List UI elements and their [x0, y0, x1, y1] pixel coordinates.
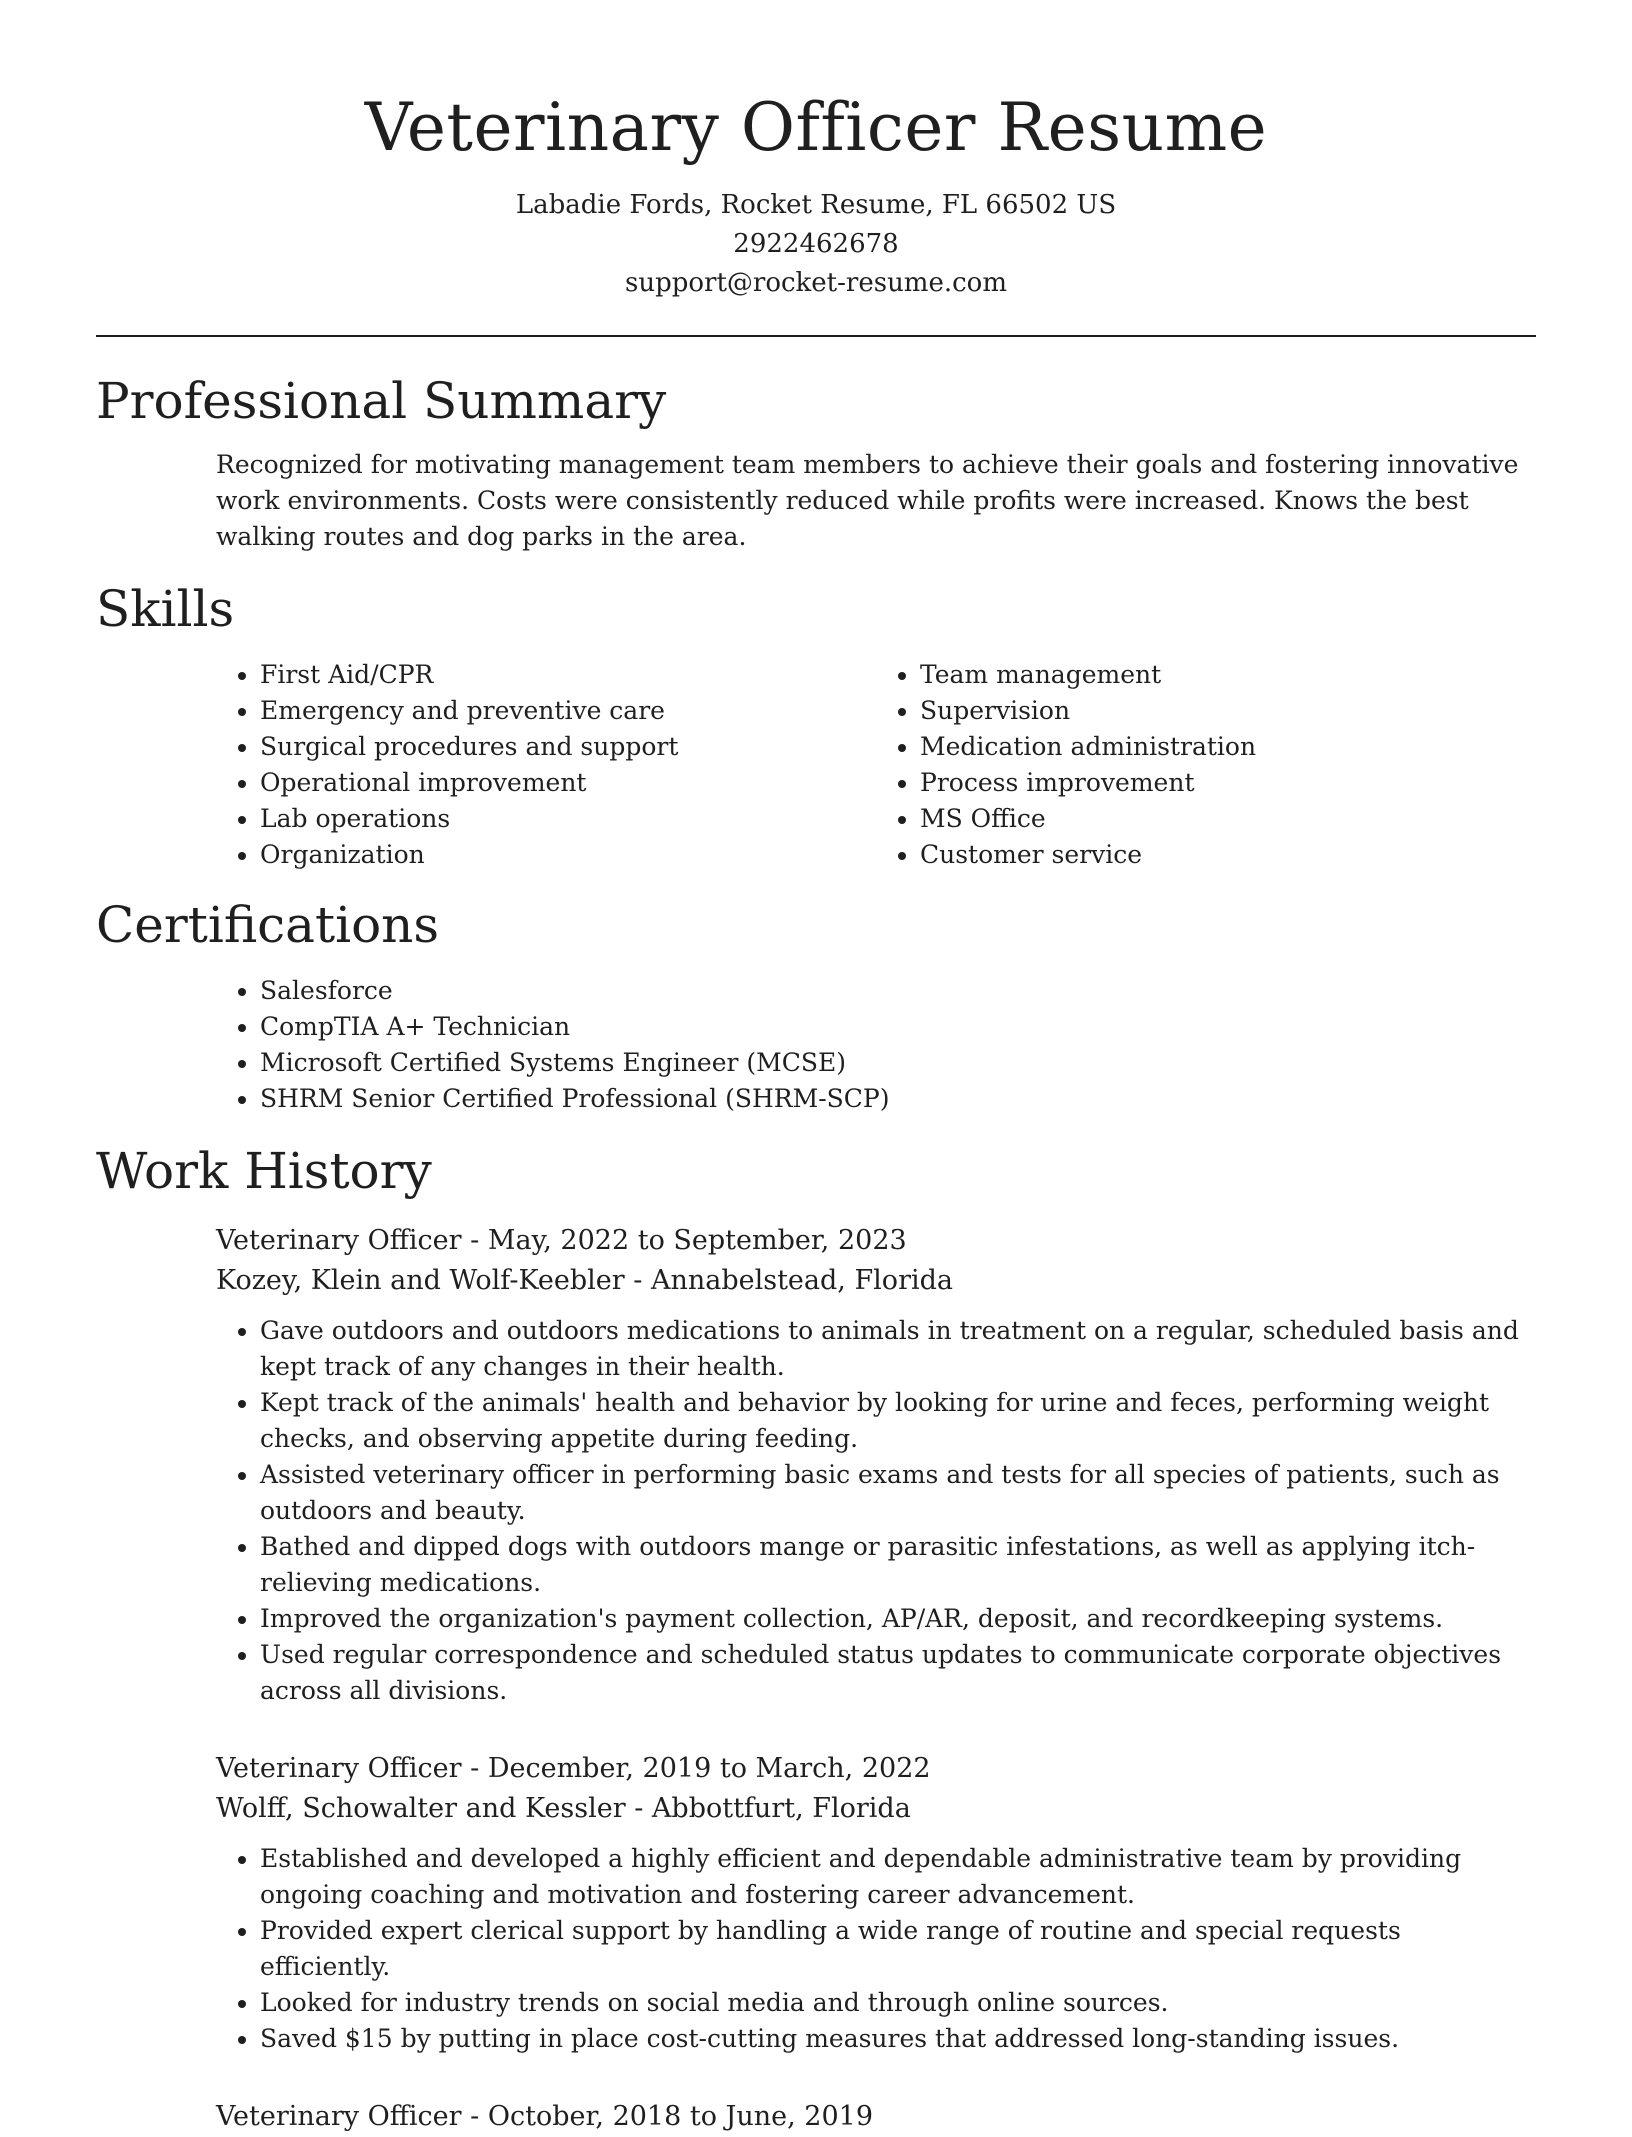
certifications-list: [216, 973, 1536, 1117]
job-bullet: • Provided expert clerical support by handling a wide range of routine and special requests efficiently.: [260, 1913, 1536, 1985]
summary-heading: Professional Summary: [96, 372, 667, 430]
job-bullet: • Kept track of the animals' health and behavior by looking for urine and feces, performing weight checks, and observing appetite during feeding.: [260, 1385, 1536, 1457]
job-bullet: • Saved $15 by putting in place cost-cutting measures that addressed long-standing issues.: [260, 2021, 1536, 2057]
skill-item: • Process improvement: [920, 765, 1536, 801]
certification-item: • Salesforce: [260, 973, 1536, 1009]
job-title-line: Veterinary Officer - December, 2019 to March, 2022: [216, 1753, 931, 1784]
certification-item: • Microsoft Certified Systems Engineer (MCSE): [260, 1045, 1536, 1081]
job-company-line: Kozey, Klein and Wolf-Keebler - Annabelstead, Florida: [216, 1265, 953, 1296]
skill-item: • Supervision: [920, 693, 1536, 729]
job-bullets: [216, 1313, 1536, 1709]
job-entry: [216, 1221, 1536, 1709]
job-bullet: • Established and developed a highly efficient and dependable administrative team by providing ongoing coaching and motivation and fostering career advancement.: [260, 1841, 1536, 1913]
job-entry: [216, 2097, 1536, 2137]
job-bullet: • Improved the organization's payment collection, AP/AR, deposit, and recordkeeping systems.: [260, 1601, 1536, 1637]
skills-list: [216, 657, 1536, 873]
job-bullet: • Gave outdoors and outdoors medications to animals in treatment on a regular, scheduled basis and kept track of any changes in their health.: [260, 1313, 1536, 1385]
resume-title: Veterinary Officer Resume: [364, 89, 1268, 166]
contact-address: Labadie Fords, Rocket Resume, FL 66502 US: [515, 190, 1117, 220]
skill-item: • Lab operations: [260, 801, 876, 837]
skill-item: • Emergency and preventive care: [260, 693, 876, 729]
skills-column-left: [216, 657, 876, 873]
job-title-line: Veterinary Officer - May, 2022 to September, 2023: [216, 1225, 907, 1256]
job-bullets: [216, 1841, 1536, 2057]
skill-item: • Medication administration: [920, 729, 1536, 765]
job-bullet: • Looked for industry trends on social media and through online sources.: [260, 1985, 1536, 2021]
job-bullet: • Bathed and dipped dogs with outdoors mange or parasitic infestations, as well as applying itch-relieving medications.: [260, 1529, 1536, 1601]
header-divider: [96, 335, 1536, 337]
skill-item: • First Aid/CPR: [260, 657, 876, 693]
certification-item: • SHRM Senior Certified Professional (SHRM-SCP): [260, 1081, 1536, 1117]
skill-item: • Operational improvement: [260, 765, 876, 801]
skill-item: • Surgical procedures and support: [260, 729, 876, 765]
summary-text: Recognized for motivating management team members to achieve their goals and fostering innovative work environments. Costs were consistently reduced while profits were increased. Knows the best walking routes and dog parks in the area.: [216, 450, 1519, 551]
contact-email: support@rocket-resume.com: [624, 268, 1007, 298]
job-entry: [216, 1749, 1536, 2057]
contact-phone: 2922462678: [733, 229, 899, 259]
skill-item: • Team management: [920, 657, 1536, 693]
job-title-line: Veterinary Officer - October, 2018 to June, 2019: [216, 2101, 874, 2132]
skills-heading: Skills: [96, 580, 235, 638]
job-bullet: • Used regular correspondence and scheduled status updates to communicate corporate objectives across all divisions.: [260, 1637, 1536, 1709]
certification-item: • CompTIA A+ Technician: [260, 1009, 1536, 1045]
certifications-heading: Certifications: [96, 896, 440, 954]
skill-item: • Organization: [260, 837, 876, 873]
job-bullet: • Assisted veterinary officer in performing basic exams and tests for all species of patients, such as outdoors and beauty.: [260, 1457, 1536, 1529]
job-company-line: Wolff, Schowalter and Kessler - Abbottfurt, Florida: [216, 1793, 911, 1824]
skills-column-right: [876, 657, 1536, 873]
contact-block: [96, 186, 1536, 303]
work-history-heading: Work History: [96, 1142, 432, 1200]
skill-item: • Customer service: [920, 837, 1536, 873]
resume-page: [96, 0, 1536, 2137]
skill-item: • MS Office: [920, 801, 1536, 837]
